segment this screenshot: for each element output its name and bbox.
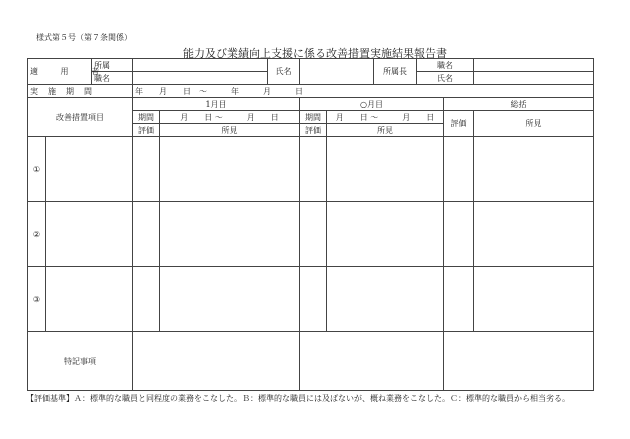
month1-rating-field[interactable] [133,267,160,332]
month2-period-label: 期間 [300,111,327,124]
month2-header: ○月目 [300,98,444,111]
item-row-2 [28,202,594,267]
item-marker: ② [28,202,46,267]
item-content-field[interactable] [46,202,133,267]
applicant-dept-field[interactable] [133,59,268,72]
item-marker: ① [28,137,46,202]
month1-rating-field[interactable] [133,137,160,202]
report-form-table [27,58,594,391]
summary-rating-field[interactable] [444,137,474,202]
item-content-field[interactable] [46,137,133,202]
applicant-label: 適 用 者 [28,59,92,85]
period-value[interactable]: 年 月 日 ～ 年 月 日 [133,85,594,98]
month1-period-value[interactable]: 月 日 ～ 月 日 [160,111,300,124]
summary-findings-field[interactable] [474,137,594,202]
item-row-1 [28,137,594,202]
supervisor-name-label: 氏名 [417,72,474,85]
applicant-name-field[interactable] [300,59,374,85]
month1-rating-field[interactable] [133,202,160,267]
month2-rating-field[interactable] [300,137,327,202]
document-title: 能力及び業績向上支援に係る改善措置実施結果報告書 [183,47,447,60]
applicant-post-field[interactable] [133,72,268,85]
month1-period-label: 期間 [133,111,160,124]
item-marker: ③ [28,267,46,332]
summary-findings-field[interactable] [474,202,594,267]
month1-rating-header: 評価 [133,124,160,137]
summary-header: 総括 [444,98,594,111]
special-notes-label: 特記事項 [28,332,133,391]
month2-rating-header: 評価 [300,124,327,137]
applicant-row-dept [28,59,594,72]
applicant-name-label: 氏名 [268,59,300,85]
month1-findings-field[interactable] [160,267,300,332]
month2-period-value[interactable]: 月 日 ～ 月 日 [327,111,444,124]
month2-rating-field[interactable] [300,267,327,332]
month1-findings-header: 所見 [160,124,300,137]
column-header-row-1 [28,98,594,111]
month2-special-field[interactable] [300,332,444,391]
item-row-3 [28,267,594,332]
month2-findings-field[interactable] [327,137,444,202]
summary-rating-field[interactable] [444,202,474,267]
month1-special-field[interactable] [133,332,300,391]
applicant-post-label: 職名 [92,72,133,85]
summary-findings-field[interactable] [474,267,594,332]
month2-rating-field[interactable] [300,202,327,267]
improvement-items-header: 改善措置項目 [28,98,133,137]
month1-header: 1月目 [133,98,300,111]
item-content-field[interactable] [46,267,133,332]
period-row [28,85,594,98]
month2-findings-field[interactable] [327,202,444,267]
month1-findings-field[interactable] [160,137,300,202]
period-label: 実施期間 [28,85,133,98]
summary-rating-header: 評価 [444,111,474,137]
rating-criteria-note: 【評価基準】Ａ：標準的な職員と同程度の業務をこなした。Ｂ：標準的な職員には及ばないが、概ね業務をこなした。Ｃ：標準的な職員から相当劣る。 [26,394,570,403]
month2-findings-field[interactable] [327,267,444,332]
supervisor-name-field[interactable] [474,72,594,85]
month2-findings-header: 所見 [327,124,444,137]
special-notes-row [28,332,594,391]
form-number-label: 様式第５号（第７条関係） [36,33,132,42]
supervisor-label: 所属長 [374,59,417,85]
summary-findings-header: 所見 [474,111,594,137]
applicant-dept-label: 所属 [92,59,133,72]
supervisor-post-field[interactable] [474,59,594,72]
summary-special-field[interactable] [444,332,594,391]
month1-findings-field[interactable] [160,202,300,267]
summary-rating-field[interactable] [444,267,474,332]
supervisor-post-label: 職名 [417,59,474,72]
